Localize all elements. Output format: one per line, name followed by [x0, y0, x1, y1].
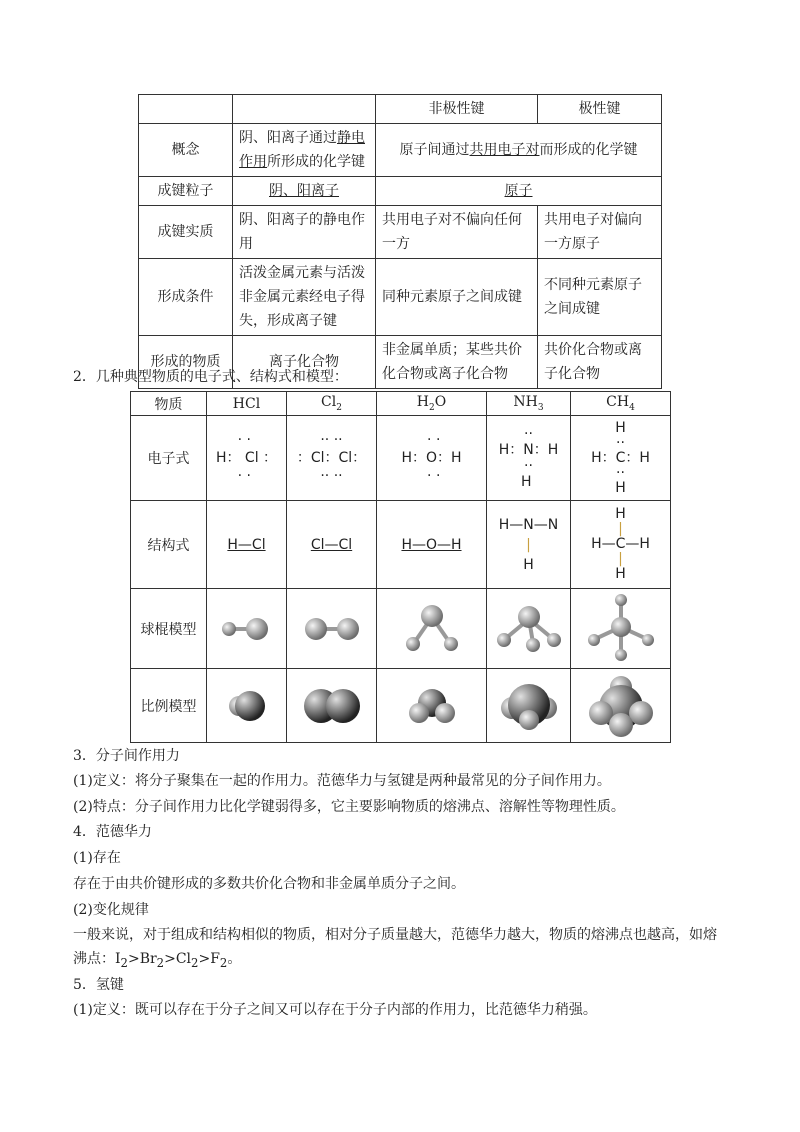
molecule-name-h2o: $H_2O$: [377, 392, 487, 416]
row-label: 概念: [139, 124, 233, 177]
bond-comparison-table: [138, 94, 662, 389]
paragraph: (2)变化规律: [73, 902, 149, 918]
row-label: 形成的物质: [139, 336, 233, 389]
header-nonpolar: 非极性键: [376, 95, 538, 124]
space-filling-model-h2o: [377, 669, 487, 743]
paragraph: (2)特点：分子间作用力比化学键弱得多，它主要影响物质的熔沸点、溶解性等物理性质。: [73, 799, 625, 815]
section-4-title: 4．范德华力: [73, 824, 152, 840]
table-row: [131, 669, 671, 743]
space-filling-hcl-image: [217, 681, 277, 731]
table-cell: 共用电子对不偏向任何一方: [376, 206, 538, 259]
space-filling-model-ch4: [571, 669, 671, 743]
table-cell: 不同种元素原子之间成键: [538, 259, 662, 336]
row-label: 形成条件: [139, 259, 233, 336]
table-cell: 共用电子对偏向一方原子: [538, 206, 662, 259]
table-row: [139, 177, 662, 206]
table-cell: 阴、阳离子通过静电作用所形成的化学键: [233, 124, 376, 177]
molecule-table: [130, 391, 671, 743]
molecule-name-nh3: $NH_3$: [487, 392, 571, 416]
table-cell: 共价化合物或离子化合物: [538, 336, 662, 389]
paragraph: (1)定义：将分子聚集在一起的作用力。范德华力与氢键是两种最常见的分子间作用力。: [73, 773, 611, 789]
ball-stick-model-hcl: [207, 589, 287, 669]
ball-stick-hcl-image: [212, 609, 282, 649]
table-row: [131, 501, 671, 589]
electron-formula-hcl: · · H： Cl ： · ·: [207, 416, 287, 501]
header-cell: [139, 95, 233, 124]
space-filling-nh3-image: [492, 678, 566, 734]
table-row: [139, 124, 662, 177]
structural-formula-h2o: H—O—H: [377, 501, 487, 589]
space-filling-model-nh3: [487, 669, 571, 743]
table-cell: 同种元素原子之间成键: [376, 259, 538, 336]
row-label: 比例模型: [131, 669, 207, 743]
table-cell: 阴、阳离子的静电作用: [233, 206, 376, 259]
table-cell: 原子间通过共用电子对而形成的化学键: [376, 124, 662, 177]
header-cell: 物质: [131, 392, 207, 416]
row-label: 电子式: [131, 416, 207, 501]
row-label: 球棍模型: [131, 589, 207, 669]
table-cell: 原子: [376, 177, 662, 206]
space-filling-cl2-image: [297, 681, 367, 731]
paragraph: 一般来说，对于组成和结构相似的物质，相对分子质量越大，范德华力越大，物质的熔沸点也越高，如熔: [73, 927, 717, 943]
ball-stick-cl2-image: [297, 609, 367, 649]
structural-formula-hcl: H—Cl: [207, 501, 287, 589]
table-row: [131, 392, 671, 416]
table-cell: 离子化合物: [233, 336, 376, 389]
structural-formula-ch4: H | H—C—H | H: [571, 501, 671, 589]
molecule-name-ch4: $CH_4$: [571, 392, 671, 416]
ball-stick-ch4-image: [581, 591, 661, 667]
space-filling-ch4-image: [581, 673, 661, 739]
row-label: 成键粒子: [139, 177, 233, 206]
section-5-title: 5．氢键: [73, 977, 124, 993]
molecule-name-cl2: $Cl_2$: [287, 392, 377, 416]
paragraph: (1)定义：既可以存在于分子之间又可以存在于分子内部的作用力，比范德华力稍强。: [73, 1002, 597, 1018]
space-filling-model-hcl: [207, 669, 287, 743]
section-2-title: 2．几种典型物质的电子式、结构式和模型：: [73, 369, 348, 385]
ball-stick-model-ch4: [571, 589, 671, 669]
paragraph: (1)存在: [73, 850, 121, 866]
electron-formula-ch4: H ·· H：C：H ·· H: [571, 416, 671, 501]
ball-stick-model-nh3: [487, 589, 571, 669]
table-cell: 非金属单质；某些共价化合物或离子化合物: [376, 336, 538, 389]
table-cell: 活泼金属元素与活泼非金属元素经电子得失，形成离子键: [233, 259, 376, 336]
ball-stick-model-h2o: [377, 589, 487, 669]
structural-formula-cl2: Cl—Cl: [287, 501, 377, 589]
table-row: [131, 416, 671, 501]
table-cell: 阴、阳离子: [233, 177, 376, 206]
header-polar: 极性键: [538, 95, 662, 124]
boiling-point-order: 沸点：$I_2>Br_2>Cl_2>F_2$。: [73, 951, 242, 970]
table-row: [139, 95, 662, 124]
electron-formula-nh3: ·· H：N：H ·· H: [487, 416, 571, 501]
space-filling-model-cl2: [287, 669, 377, 743]
row-label: 成键实质: [139, 206, 233, 259]
molecule-name-hcl: HCl: [207, 392, 287, 416]
table-row: [139, 206, 662, 259]
ball-stick-nh3-image: [491, 599, 567, 659]
ball-stick-h2o-image: [397, 599, 467, 659]
section-3-title: 3．分子间作用力: [73, 748, 180, 764]
table-row: [131, 589, 671, 669]
space-filling-h2o-image: [397, 681, 467, 731]
structural-formula-nh3: H—N—N | H: [487, 501, 571, 589]
header-cell: [233, 95, 376, 124]
electron-formula-cl2: ·· ·· ：Cl：Cl： ·· ··: [287, 416, 377, 501]
paragraph: 存在于由共价键形成的多数共价化合物和非金属单质分子之间。: [73, 876, 465, 892]
ball-stick-model-cl2: [287, 589, 377, 669]
row-label: 结构式: [131, 501, 207, 589]
electron-formula-h2o: · · H：O：H · ·: [377, 416, 487, 501]
table-row: [139, 259, 662, 336]
